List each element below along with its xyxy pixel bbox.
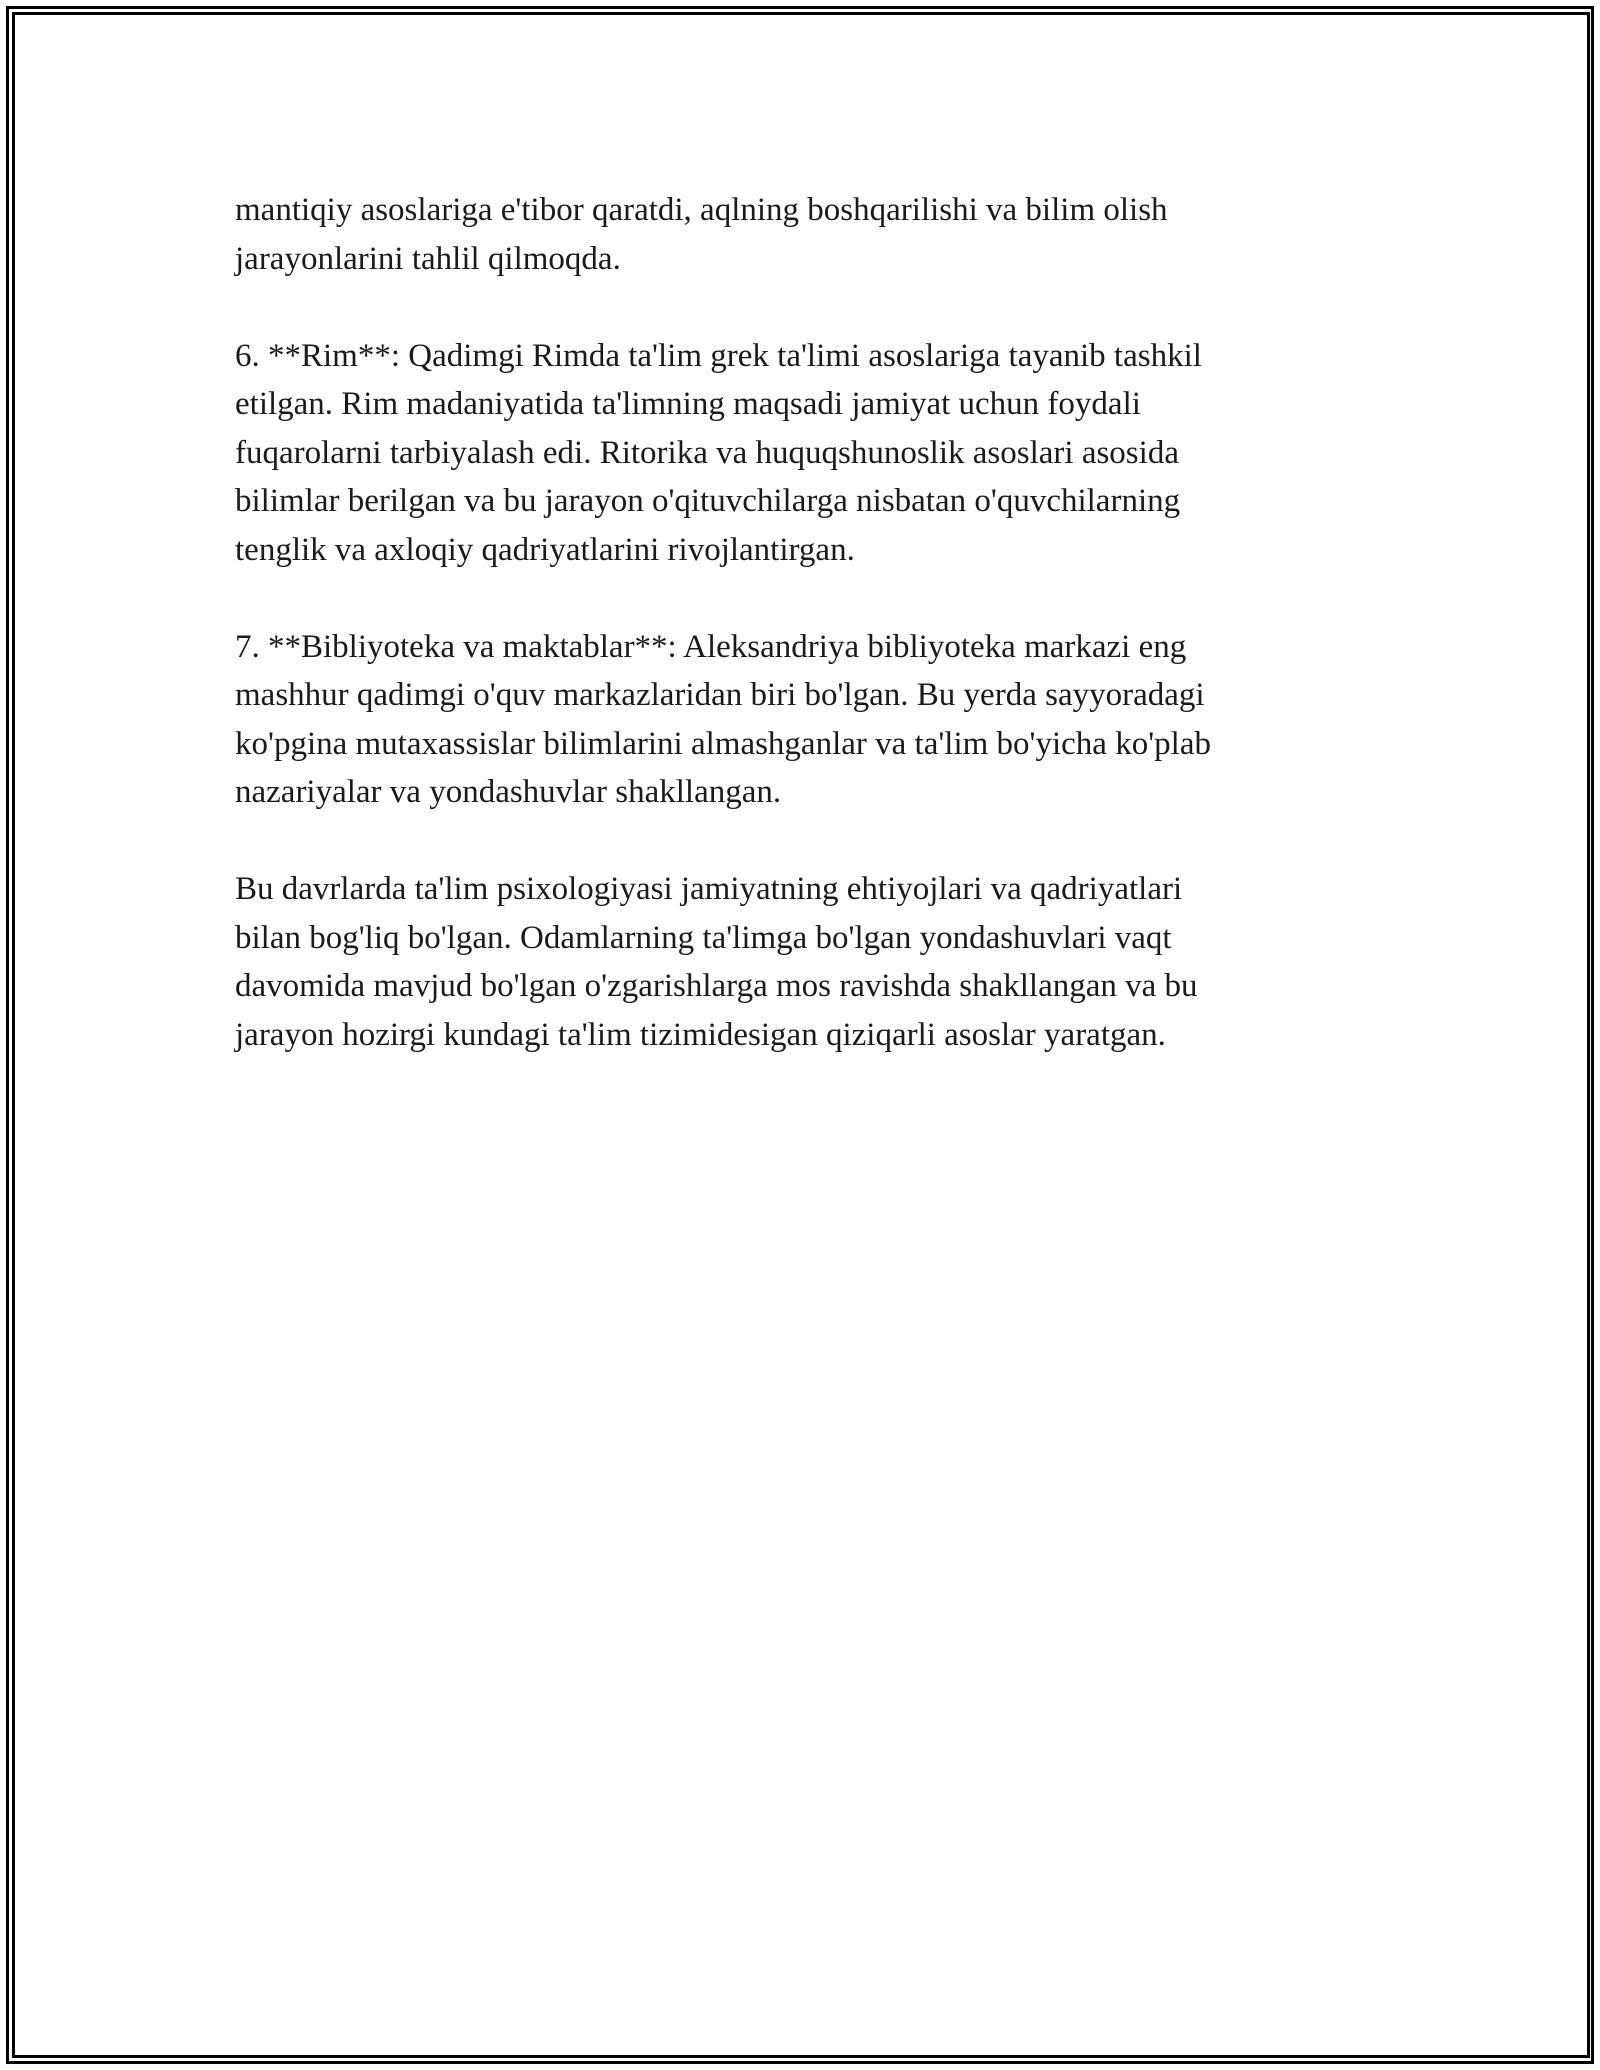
- paragraph-bibliyoteka: 7. **Bibliyoteka va maktablar**: Aleksandriya bibliyoteka markazi eng mashhur qadimgi o'quv markazlaridan biri bo'lgan. Bu yerda sayyoradagi ko'pgina mutaxassislar bilimlarini almashganlar va ta'lim bo'yicha ko'plab nazariyalar va yondashuvlar shakllangan.: [235, 628, 1211, 810]
- paragraph-conclusion: Bu davrlarda ta'lim psixologiyasi jamiyatning ehtiyojlari va qadriyatlari bilan bog'liq bo'lgan. Odamlarning ta'limga bo'lgan yondashuvlari vaqt davomida mavjud bo'lgan o'zgarishlarga mos ravishda shakllangan va bu jarayon hozirgi kundagi ta'lim tizimidesigan qiziqarli asoslar yaratgan.: [235, 871, 1198, 1053]
- paragraph-continuation: mantiqiy asoslariga e'tibor qaratdi, aqlning boshqarilishi va bilim olish jarayonlarini tahlil qilmoqda.: [235, 192, 1168, 277]
- paragraph-rim: 6. **Rim**: Qadimgi Rimda ta'lim grek ta'limi asoslariga tayanib tashkil etilgan. Rim madaniyatida ta'limning maqsadi jamiyat uchun foydali fuqarolarni tarbiyalash edi. Ritorika va huquqshunoslik asoslari asosida bilimlar berilgan va bu jarayon o'qituvchilarga nisbatan o'quvchilarning tenglik va axloqiy qadriyatlarini rivojlantirgan.: [235, 337, 1202, 568]
- document-body: [235, 186, 1355, 1059]
